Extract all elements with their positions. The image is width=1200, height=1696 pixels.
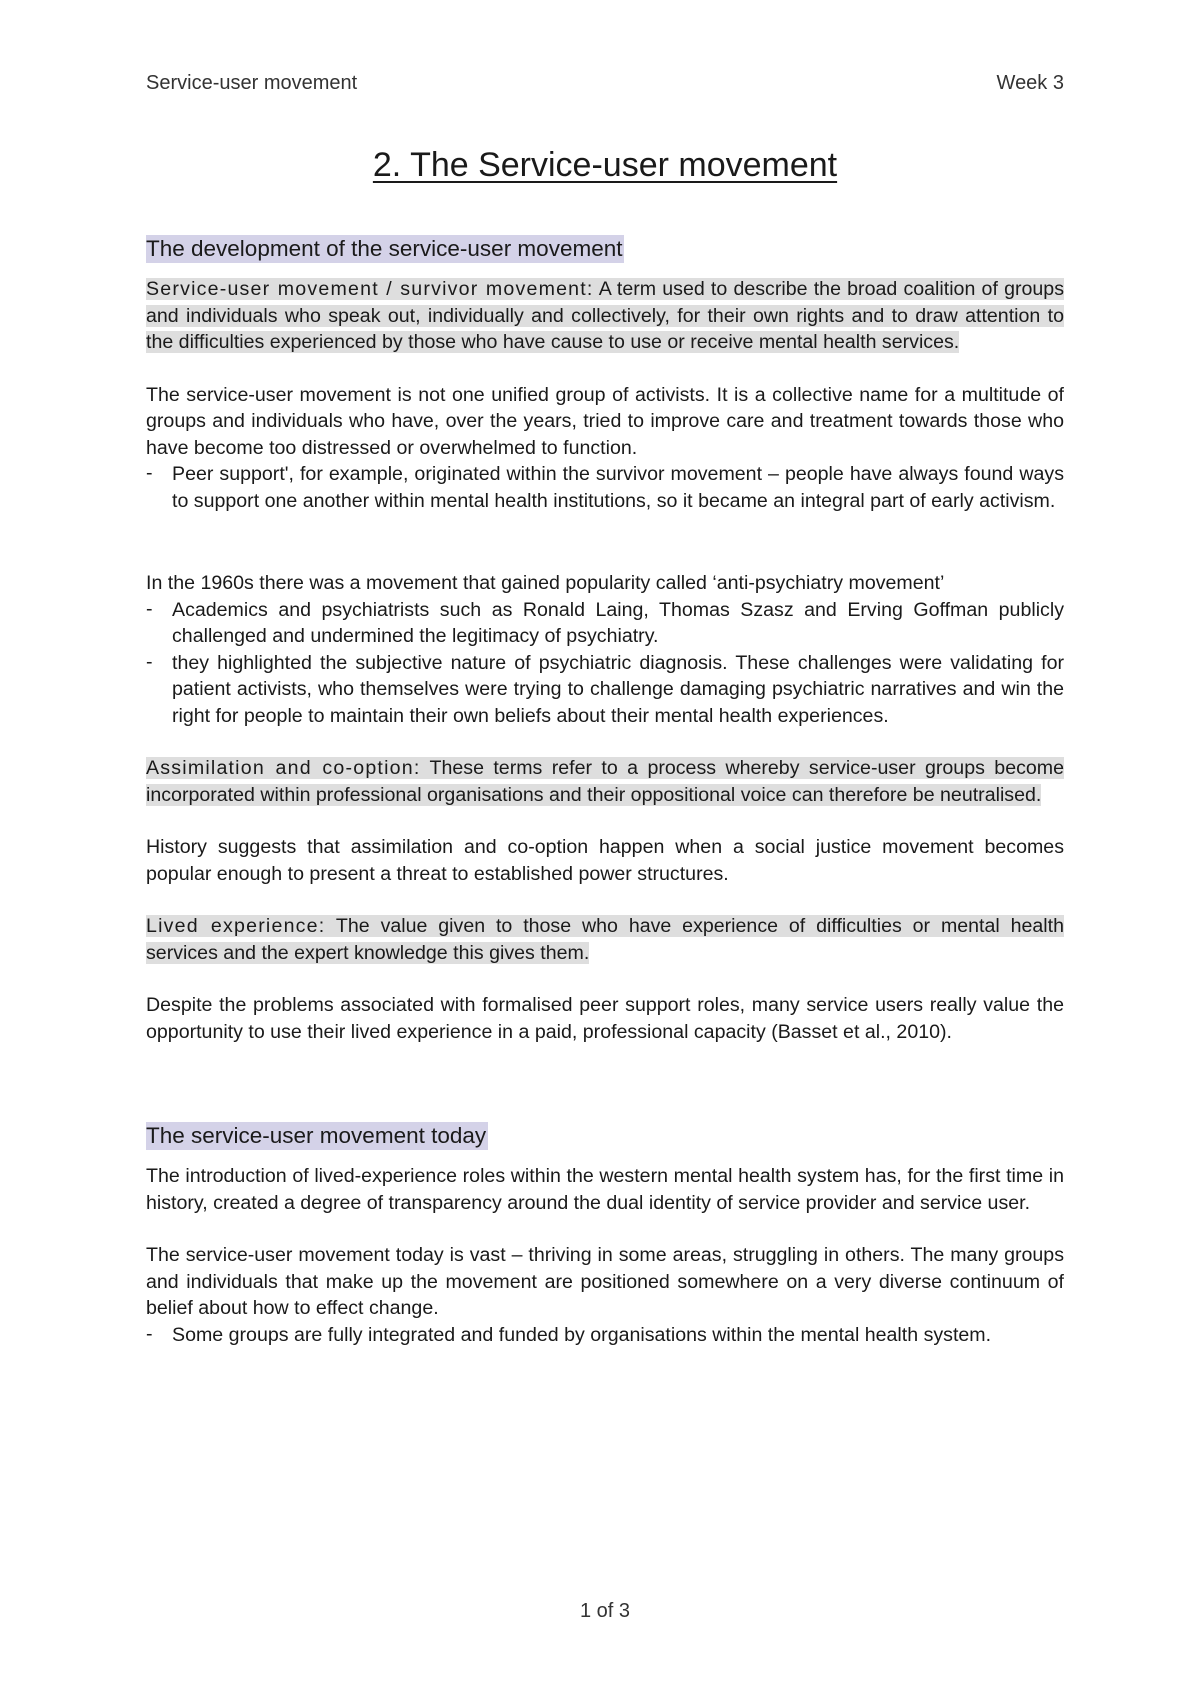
paragraph: History suggests that assimilation and co-option happen when a social justice movement becomes popular enough to present a threat to established power structures. (146, 836, 1064, 885)
definition-text: These terms refer to a process whereby service-user groups become incorporated within professional organisations and their oppositional voice can therefore be neutralised. (146, 757, 1064, 806)
section-heading-development: The development of the service-user movement (146, 236, 623, 261)
page-title: 2. The Service-user movement (372, 146, 838, 184)
definition-assimilation (146, 755, 1064, 808)
list-item: - Academics and psychiatrists such as Ronald Laing, Thomas Szasz and Erving Goffman publicly challenged and undermined the legitimacy of psychiatry. (146, 597, 1064, 650)
bullet-list (146, 461, 1064, 514)
definition-term: Assimilation and co-option: (146, 757, 421, 779)
running-header (146, 72, 1064, 95)
document-page (146, 0, 1064, 1696)
list-item: - they highlighted the subjective nature of psychiatric diagnosis. These challenges were validating for patient activists, who themselves were trying to challenge damaging psychiatric narratives and win the right for people to maintain their own beliefs about their mental health experiences. (146, 650, 1064, 730)
bullet-list (146, 1322, 1064, 1349)
section-heading-today: The service-user movement today (146, 1123, 487, 1148)
bullet-list (146, 597, 1064, 730)
paragraph: Despite the problems associated with formalised peer support roles, many service users really value the opportunity to use their lived experience in a paid, professional capacity (Basset et al., 2010). (146, 994, 1064, 1043)
definition-text: A term used to describe the broad coalition of groups and individuals who speak out, individually and collectively, for their own rights and to draw attention to the difficulties experienced by those who have cause to use or receive mental health services. (146, 278, 1064, 353)
definition-lived-experience (146, 913, 1064, 966)
header-week: Week 3 (996, 72, 1064, 94)
header-course-title: Service-user movement (146, 72, 358, 94)
definition-term: Service-user movement / survivor movement: (146, 278, 594, 300)
list-item: - Some groups are fully integrated and funded by organisations within the mental health system. (146, 1322, 1064, 1349)
list-item: - Peer support', for example, originated within the survivor movement – people have always found ways to support one another within mental health institutions, so it became an integral part of early activism. (146, 461, 1064, 514)
paragraph: The service-user movement today is vast – thriving in some areas, struggling in others. The many groups and individuals that make up the movement are positioned somewhere on a very diverse continuum of belief about how to effect change. (146, 1244, 1064, 1319)
definition-service-user-movement (146, 276, 1064, 356)
page-number: 1 of 3 (579, 1600, 631, 1622)
paragraph: The service-user movement is not one unified group of activists. It is a collective name for a multitude of groups and individuals who have, over the years, tried to improve care and treatment towards those who have become too distressed or overwhelmed to function. (146, 383, 1064, 459)
document-body (146, 234, 1064, 1348)
definition-text: The value given to those who have experience of difficulties or mental health services and the expert knowledge this gives them. (146, 915, 1065, 964)
paragraph: The introduction of lived-experience roles within the western mental health system has, for the first time in history, created a degree of transparency around the dual identity of service provider and service user. (146, 1165, 1064, 1214)
paragraph: In the 1960s there was a movement that gained popularity called ‘anti-psychiatry movement’ (146, 572, 945, 594)
definition-term: Lived experience: (146, 915, 326, 937)
